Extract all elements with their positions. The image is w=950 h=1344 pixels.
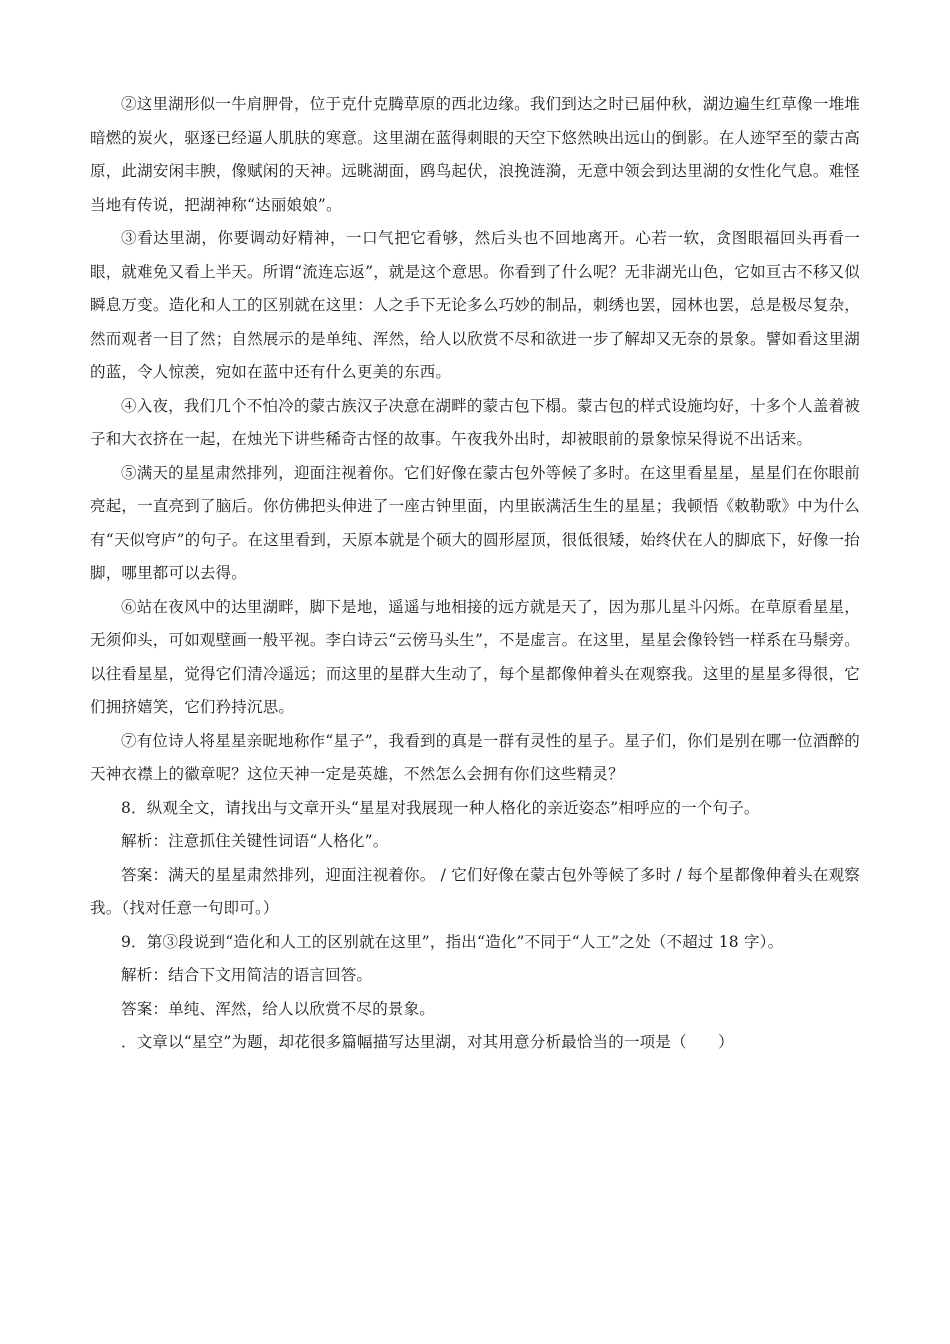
paragraph-3: ③看达里湖，你要调动好精神，一口气把它看够，然后头也不回地离开。心若一软，贪图眼福回头再看一眼，就难免又看上半天。所谓“流连忘返”，就是这个意思。你看到了什么呢？无非湖光山色，它如亘古不移又似瞬息万变。造化和人工的区别就在这里：人之手下无论多么巧妙的制品，刺绣也罢，园林也罢，总是极尽复杂，然而观者一目了然；自然展示的是单纯、浑然，给人以欣赏不尽和欲进一步了解却又无奈的景象。譬如看这里湖的蓝，令人惊羡，宛如在蓝中还有什么更美的东西。: [90, 229, 860, 381]
paragraph-2: ②这里湖形似一牛肩胛骨，位于克什克腾草原的西北边缘。我们到达之时已届仲秋，湖边遍生红草像一堆堆暗燃的炭火，驱逐已经逼人肌肤的寒意。这里湖在蓝得刺眼的天空下悠然映出远山的倒影。在人迹罕至的蒙古高原，此湖安闲丰腴，像赋闲的天神。远眺湖面，鸥鸟起伏，浪挽涟漪，无意中领会到达里湖的女性化气息。难怪当地有传说，把湖神称“达丽娘娘”。: [90, 95, 860, 214]
question-8-answer: 答案：满天的星星肃然排列，迎面注视着你。 / 它们好像在蒙古包外等候了多时 / 每个星都像伸着头在观察我。（找对任意一句即可。）: [90, 865, 860, 917]
question-9-answer: 答案：单纯、浑然，给人以欣赏不尽的景象。: [121, 999, 436, 1018]
question-9: 9．第③段说到“造化和人工的区别就在这里”，指出“造化”不同于“人工”之处（不超过 18 字）。: [121, 932, 784, 951]
question-10: ．文章以“星空”为题，却花很多篇幅描写达里湖，对其用意分析最恰当的一项是（ ）: [121, 1033, 734, 1051]
question-8-analysis: 解析：注意抓住关键性词语“人格化”。: [121, 832, 389, 850]
paragraph-5: ⑤满天的星星肃然排列，迎面注视着你。它们好像在蒙古包外等候了多时。在这里看星星，星星们在你眼前亮起，一直亮到了脑后。你仿佛把头伸进了一座古钟里面，内里嵌满活生生的星星；我顿悟《敕勒歌》中为什么有“天似穹庐”的句子。在这里看到，天原本就是个硕大的圆形屋顶，很低很矮，始终伏在人的脚底下，好像一抬脚，哪里都可以去得。: [90, 463, 860, 582]
document-page: [90, 88, 860, 1060]
paragraph-4: ④入夜，我们几个不怕冷的蒙古族汉子决意在湖畔的蒙古包下榻。蒙古包的样式设施均好，十多个人盖着被子和大衣挤在一起，在烛光下讲些稀奇古怪的故事。午夜我外出时，却被眼前的景象惊呆得说不出话来。: [90, 396, 860, 448]
question-8: 8．纵观全文，请找出与文章开头“星星对我展现一种人格化的亲近姿态”相呼应的一个句子。: [121, 798, 760, 817]
question-9-analysis: 解析：结合下文用简洁的语言回答。: [121, 966, 373, 984]
paragraph-6: ⑥站在夜风中的达里湖畔，脚下是地，遥遥与地相接的远方就是天了，因为那儿星斗闪烁。在草原看星星，无须仰头，可如观壁画一般平视。李白诗云“云傍马头生”，不是虚言。在这里，星星会像铃铛一样系在马鬃旁。以往看星星，觉得它们清冷遥远；而这里的星群大生动了，每个星都像伸着头在观察我。这里的星星多得很，它们拥挤嬉笑，它们矜持沉思。: [90, 597, 860, 716]
paragraph-7: ⑦有位诗人将星星亲昵地称作“星子”，我看到的真是一群有灵性的星子。星子们，你们是别在哪一位酒醉的天神衣襟上的徽章呢？这位天神一定是英雄，不然怎么会拥有你们这些精灵？: [90, 731, 860, 783]
